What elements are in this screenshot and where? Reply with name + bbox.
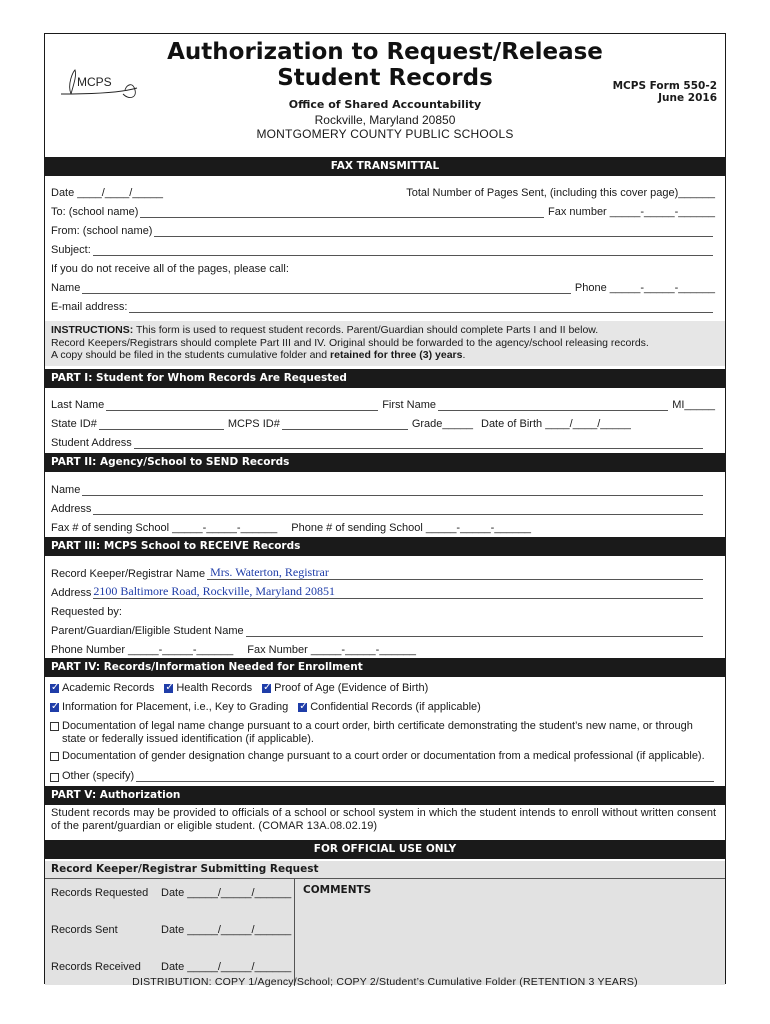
records-requested-date[interactable]: Date _____/_____/______ bbox=[161, 887, 292, 899]
part2-header: PART II: Agency/School to SEND Records bbox=[45, 453, 725, 472]
to-school-input[interactable] bbox=[140, 206, 544, 218]
email-input[interactable] bbox=[129, 301, 713, 313]
student-address-label: Student Address bbox=[51, 437, 132, 449]
fax-to-row bbox=[51, 202, 717, 218]
checklist-row-3 bbox=[50, 720, 712, 746]
part5-header: PART V: Authorization bbox=[45, 786, 725, 805]
health-records-checkbox[interactable] bbox=[164, 684, 173, 693]
part3-requested-row bbox=[51, 602, 717, 618]
official-use-header: FOR OFFICIAL USE ONLY bbox=[45, 840, 725, 859]
registrar-name-input[interactable] bbox=[207, 565, 703, 580]
part2-address-row bbox=[51, 499, 717, 515]
authorization-text: Student records may be provided to officials of a school or school system in which the student intends to enroll without written consent of the parent/guardian or eligible student. (COMAR 13A.08.02.19) bbox=[51, 807, 717, 832]
records-requested-row bbox=[51, 887, 291, 899]
fax-date-field[interactable]: Date ____/____/_____ bbox=[51, 187, 163, 199]
part2-contact-row bbox=[51, 518, 717, 534]
registrar-name-value: Mrs. Waterton, Registrar bbox=[210, 565, 329, 579]
other-specify-label: Other (specify) bbox=[62, 770, 135, 782]
mcps-logo-mark bbox=[57, 64, 141, 104]
fax-name-row bbox=[51, 278, 717, 294]
other-checkbox[interactable] bbox=[50, 773, 59, 782]
part4-header: PART IV: Records/Information Needed for Enrollment bbox=[45, 658, 725, 677]
fax-transmittal-header: FAX TRANSMITTAL bbox=[45, 157, 725, 176]
to-school-label: To: (school name) bbox=[51, 206, 139, 218]
instructions-line-2: Record Keepers/Registrars should complete Part III and IV. Original should be forwarded to the agency/school releasing records. bbox=[51, 336, 649, 349]
instructions-text-3a: A copy should be filed in the students cumulative folder and bbox=[51, 349, 331, 361]
confidential-records-label: Confidential Records (if applicable) bbox=[310, 701, 481, 713]
records-dates-column bbox=[45, 879, 295, 986]
grade-field[interactable]: Grade_____ bbox=[411, 418, 473, 430]
instructions-box bbox=[45, 321, 725, 366]
checklist-row-2 bbox=[50, 701, 491, 713]
records-sent-date[interactable]: Date _____/_____/______ bbox=[161, 924, 292, 936]
mcps-id-input[interactable] bbox=[282, 418, 408, 430]
student-address-input[interactable] bbox=[134, 437, 703, 449]
official-grid bbox=[45, 878, 725, 985]
office-name: Office of Shared Accountability bbox=[288, 98, 482, 111]
from-school-input[interactable] bbox=[154, 225, 713, 237]
records-requested-label: Records Requested bbox=[51, 887, 149, 899]
call-note-row bbox=[51, 259, 717, 275]
parent-phone-field[interactable]: Phone Number _____-_____-______ bbox=[51, 644, 234, 656]
call-note: If you do not receive all of the pages, please call: bbox=[51, 263, 289, 275]
form-number-label: MCPS Form 550-2 bbox=[612, 80, 717, 92]
total-pages-field[interactable]: Total Number of Pages Sent, (including this cover page)______ bbox=[406, 187, 715, 199]
first-name-label: First Name bbox=[382, 399, 436, 411]
form-number bbox=[613, 80, 717, 104]
legal-name-change-label: Documentation of legal name change pursuant to a court order, birth certificate demonstrating the student’s new name, or through state or federally issued identification (if applicable). bbox=[62, 720, 693, 745]
title-line-2: Student Records bbox=[277, 65, 493, 91]
part1-header: PART I: Student for Whom Records Are Requested bbox=[45, 369, 725, 388]
legal-name-change-checkbox[interactable] bbox=[50, 722, 59, 731]
other-checkbox-wrap bbox=[50, 771, 62, 782]
health-records-label: Health Records bbox=[176, 682, 253, 694]
proof-of-age-checkbox[interactable] bbox=[262, 684, 271, 693]
checklist-row-5 bbox=[50, 766, 718, 782]
records-sent-row bbox=[51, 924, 291, 936]
part3-registrar-row bbox=[51, 564, 717, 580]
records-received-label: Records Received bbox=[51, 961, 141, 973]
part3-parent-row bbox=[51, 621, 717, 637]
subject-input[interactable] bbox=[93, 244, 713, 256]
middle-initial-field[interactable]: MI_____ bbox=[672, 399, 715, 411]
checklist-row-4 bbox=[50, 750, 715, 762]
contact-phone-field[interactable]: Phone _____-_____-______ bbox=[574, 282, 715, 294]
agency-name-label: Name bbox=[51, 484, 81, 496]
retention-note: retained for three (3) years bbox=[330, 349, 463, 361]
fax-number-field[interactable]: Fax number _____-_____-______ bbox=[548, 206, 715, 218]
proof-of-age-label: Proof of Age (Evidence of Birth) bbox=[274, 682, 429, 694]
last-name-input[interactable] bbox=[106, 399, 378, 411]
placement-info-checkbox[interactable] bbox=[50, 703, 59, 712]
agency-address-label: Address bbox=[51, 503, 92, 515]
office-city: Rockville, Maryland 20850 bbox=[314, 113, 456, 127]
instructions-lead: INSTRUCTIONS: bbox=[51, 324, 134, 336]
logo-text: MCPS bbox=[77, 75, 112, 89]
parent-fax-field[interactable]: Fax Number _____-_____-______ bbox=[247, 644, 417, 656]
parent-name-input[interactable] bbox=[246, 625, 703, 637]
contact-name-input[interactable] bbox=[82, 282, 571, 294]
contact-name-label: Name bbox=[51, 282, 81, 294]
requested-by-label: Requested by: bbox=[51, 606, 122, 618]
instructions-text-3c: . bbox=[462, 349, 466, 361]
placement-info-label: Information for Placement, i.e., Key to Grading bbox=[62, 701, 289, 713]
mcps-logo bbox=[57, 64, 141, 104]
title-line-1: Authorization to Request/Release bbox=[167, 39, 603, 65]
state-id-label: State ID# bbox=[51, 418, 97, 430]
records-received-row bbox=[51, 961, 291, 973]
from-school-label: From: (school name) bbox=[51, 225, 153, 237]
fax-email-row bbox=[51, 297, 717, 313]
date-of-birth-field[interactable]: Date of Birth ____/____/_____ bbox=[481, 418, 631, 430]
parent-name-label: Parent/Guardian/Eligible Student Name bbox=[51, 625, 244, 637]
sending-phone-field[interactable]: Phone # of sending School _____-_____-______ bbox=[291, 522, 532, 534]
agency-name-input[interactable] bbox=[82, 484, 703, 496]
state-id-input[interactable] bbox=[99, 418, 224, 430]
receiving-address-input[interactable] bbox=[93, 584, 703, 599]
part3-address-row bbox=[51, 583, 717, 599]
comments-label: COMMENTS bbox=[303, 884, 372, 896]
receiving-address-label: Address bbox=[51, 587, 92, 599]
academic-records-label: Academic Records bbox=[62, 682, 155, 694]
academic-records-checkbox[interactable] bbox=[50, 684, 59, 693]
part3-contact-row bbox=[51, 640, 717, 656]
authorization-form bbox=[44, 33, 726, 984]
last-name-label: Last Name bbox=[51, 399, 105, 411]
part2-name-row bbox=[51, 480, 717, 496]
instructions-line-1 bbox=[51, 324, 719, 337]
part1-id-row bbox=[51, 414, 717, 430]
part3-header: PART III: MCPS School to RECEIVE Records bbox=[45, 537, 725, 556]
agency-address-input[interactable] bbox=[93, 503, 703, 515]
part4-checklist bbox=[45, 683, 725, 784]
instructions-text-1: This form is used to request student records. Parent/Guardian should complete Parts I and II below. bbox=[133, 324, 599, 336]
records-sent-label: Records Sent bbox=[51, 924, 118, 936]
district-name: MONTGOMERY COUNTY PUBLIC SCHOOLS bbox=[256, 127, 514, 141]
gender-designation-checkbox[interactable] bbox=[50, 752, 59, 761]
sending-fax-field[interactable]: Fax # of sending School _____-_____-______ bbox=[51, 522, 278, 534]
fax-from-row bbox=[51, 221, 717, 237]
fax-date-row bbox=[51, 183, 717, 199]
form-title bbox=[155, 39, 615, 91]
subject-label: Subject: bbox=[51, 244, 91, 256]
part1-name-row bbox=[51, 395, 717, 411]
first-name-input[interactable] bbox=[438, 399, 668, 411]
records-received-date[interactable]: Date _____/_____/______ bbox=[161, 961, 292, 973]
official-use-section bbox=[45, 861, 725, 985]
fax-subject-row bbox=[51, 240, 717, 256]
registrar-submitting-label: Record Keeper/Registrar Submitting Request bbox=[51, 863, 319, 875]
part1-address-row bbox=[51, 433, 717, 449]
distribution-note: DISTRIBUTION: COPY 1/Agency/School; COPY 2/Student’s Cumulative Folder (RETENTION 3 YEARS) bbox=[132, 976, 638, 988]
form-date: June 2016 bbox=[658, 92, 717, 104]
checklist-row-1 bbox=[50, 682, 438, 694]
receiving-address-value: 2100 Baltimore Road, Rockville, Maryland 20851 bbox=[93, 584, 335, 598]
other-specify-input[interactable] bbox=[136, 770, 714, 782]
email-label: E-mail address: bbox=[51, 301, 128, 313]
mcps-id-label: MCPS ID# bbox=[227, 418, 280, 430]
confidential-records-checkbox[interactable] bbox=[298, 703, 307, 712]
registrar-name-label: Record Keeper/Registrar Name bbox=[51, 568, 206, 580]
gender-designation-label: Documentation of gender designation change pursuant to a court order or documentation from a medical professional (if applicable). bbox=[62, 750, 705, 762]
instructions-line-3 bbox=[51, 349, 719, 362]
